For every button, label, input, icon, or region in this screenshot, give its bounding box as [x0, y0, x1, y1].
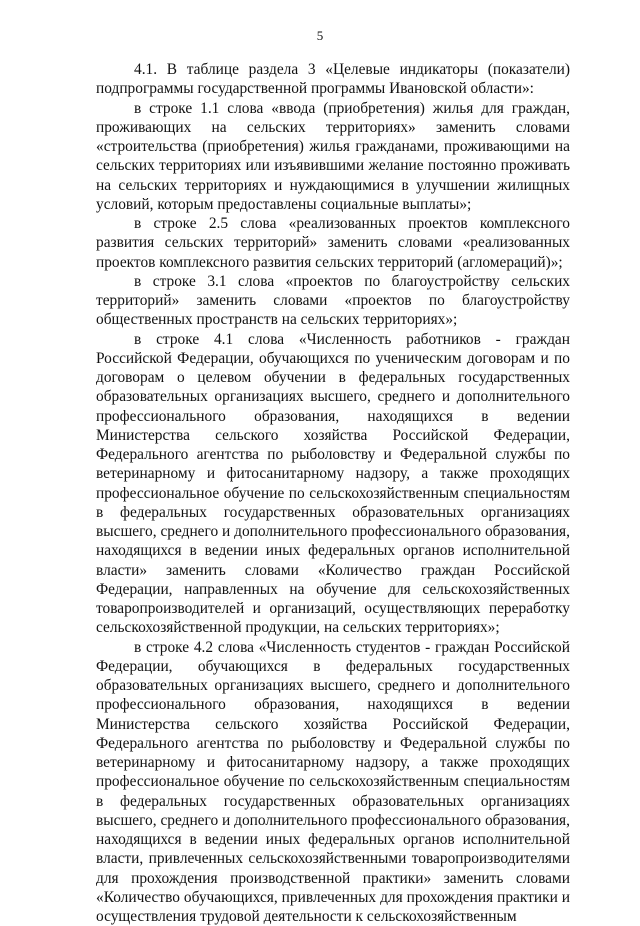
paragraph-row-1-1: в строке 1.1 слова «ввода (приобретения) жилья для граждан, проживающих на сельских территориях» заменить словами «строительства (приобретения) жилья гражданами, проживающими на сельских территориях или изъявившими желание постоянно проживать на сельских территориях и нуждающимися в улучшении жилищных условий, которым предоставлены социальные выплаты»;	[96, 99, 570, 215]
page-number: 5	[0, 28, 640, 44]
paragraph-row-2-5: в строке 2.5 слова «реализованных проектов комплексного развития сельских территорий» заменить словами «реализованных проектов комплексного развития сельских территорий (агломераций)»;	[96, 214, 570, 272]
paragraph-table-section-3: 4.1. В таблице раздела 3 «Целевые индикаторы (показатели) подпрограммы государственной программы Ивановской области»:	[96, 60, 570, 99]
paragraph-row-4-1: в строке 4.1 слова «Численность работников - граждан Российской Федерации, обучающихся по ученическим договорам и по договорам о целевом обучении в федеральных государственных образовательных организациях высшего, среднего и дополнительного профессионального образования, находящихся в ведении Министерства сельского хозяйства Российской Федерации, Федерального агентства по рыболовству и Федеральной службы по ветеринарному и фитосанитарному надзору, а также проходящих профессиональное обучение по сельскохозяйственным специальностям в федеральных государственных образовательных организациях высшего, среднего и дополнительного профессионального образования, находящихся в ведении иных федеральных органов исполнительной власти» заменить словами «Количество граждан Российской Федерации, направленных на обучение для сельскохозяйственных товаропроизводителей и организаций, осуществляющих переработку сельскохозяйственной продукции, на сельских территориях»;	[96, 330, 570, 638]
paragraph-row-3-1: в строке 3.1 слова «проектов по благоустройству сельских территорий» заменить словами «проектов по благоустройству общественных пространств на сельских территориях»;	[96, 272, 570, 330]
document-body	[96, 60, 570, 926]
paragraph-row-4-2: в строке 4.2 слова «Численность студентов - граждан Российской Федерации, обучающихся в федеральных государственных образовательных организациях высшего, среднего и дополнительного профессионального образования, находящихся в ведении Министерства сельского хозяйства Российской Федерации, Федерального агентства по рыболовству и Федеральной службы по ветеринарному и фитосанитарному надзору, а также проходящих профессиональное обучение по сельскохозяйственным специальностям в федеральных государственных образовательных организациях высшего, среднего и дополнительного профессионального образования, находящихся в ведении иных федеральных органов исполнительной власти, привлеченных сельскохозяйственными товаропроизводителями для прохождения производственной практики» заменить словами «Количество обучающихся, привлеченных для прохождения практики и осуществления трудовой деятельности к сельскохозяйственным	[96, 638, 570, 926]
